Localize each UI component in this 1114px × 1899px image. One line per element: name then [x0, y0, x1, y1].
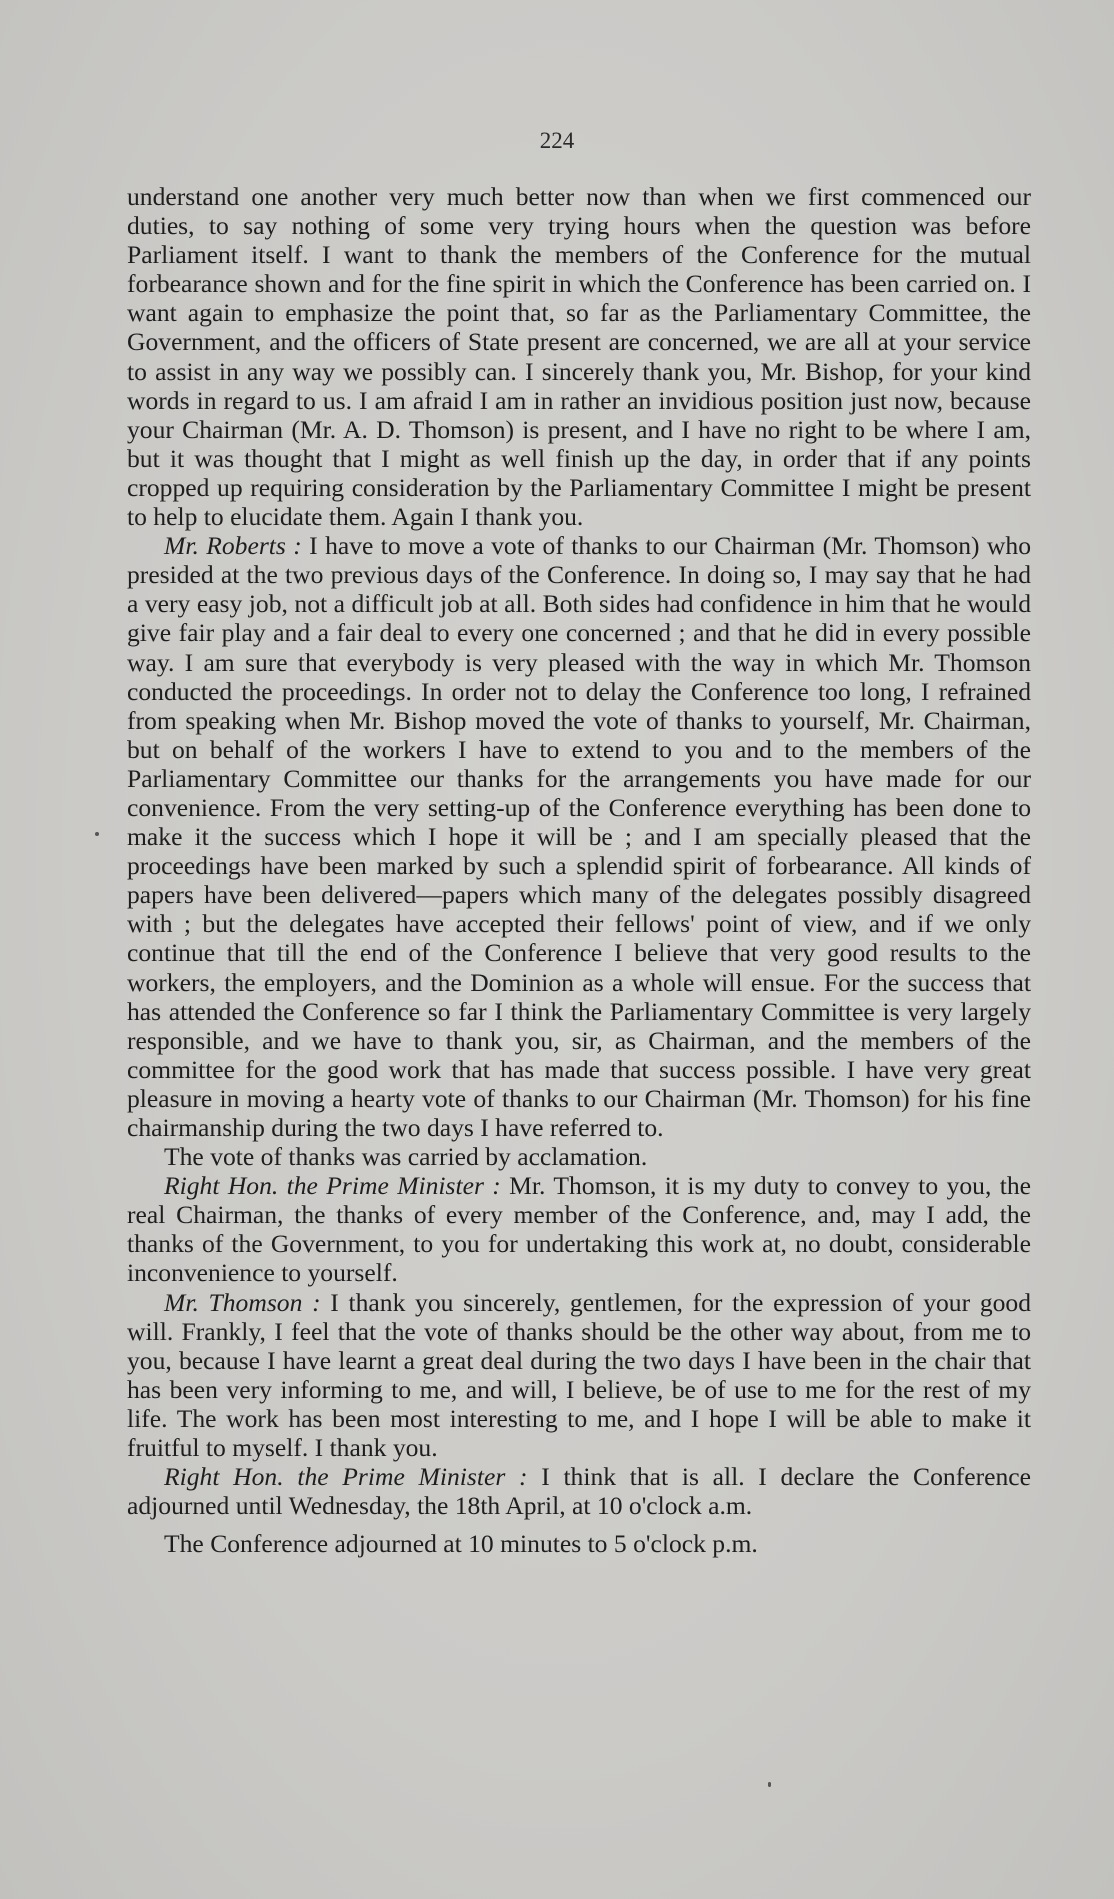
- speaker-name: Mr. Thomson :: [164, 1287, 321, 1317]
- paragraph-text: The vote of thanks was carried by acclamation.: [164, 1142, 648, 1172]
- speaker-name: Right Hon. the Prime Minister :: [164, 1462, 528, 1492]
- paragraph-text: Mr. Thomson, it is my duty to convey to you, the real Chairman, the thanks of every member of the Conference, and, may I add, the thanks of the Government, to you for undertaking this work at, no doubt, considerable inconvenience to yourself.: [127, 1171, 1031, 1288]
- paragraph-roberts: [127, 531, 1031, 1142]
- paper-speck: [95, 832, 99, 836]
- paragraph-prime-minister-closing: [127, 1462, 1031, 1520]
- paragraph-prime-minister: [127, 1171, 1031, 1287]
- paragraph-vote-carried: [127, 1142, 1031, 1171]
- speaker-name: Right Hon. the Prime Minister :: [164, 1171, 501, 1201]
- paragraph-text: understand one another very much better now than when we first commenced our duties, to say nothing of some very trying hours when the question was before Parliament itself. I want to thank the members of the Conference for the mutual forbearance shown and for the fine spirit in which the Conference has been carried on. I want again to emphasize the point that, so far as the Parliamentary Committee, the Government, and the officers of State present are concerned, we are all at your service to assist in any way we possibly can. I sincerely thank you, Mr. Bishop, for your kind words in regard to us. I am afraid I am in rather an invidious position just now, because your Chairman (Mr. A. D. Thomson) is present, and I have no right to be where I am, but it was thought that I might as well finish up the day, in order that if any points cropped up requiring consideration by the Parliamentary Committee I might be present to help to elucidate them. Again I thank you.: [127, 182, 1031, 532]
- paragraph-text: I have to move a vote of thanks to our Chairman (Mr. Thomson) who presided at the two previous days of the Conference. In doing so, I may say that he had a very easy job, not a difficult job at all. Both sides had confidence in him that he would give fair play and a fair deal to every one concerned ; and that he did in every possible way. I am sure that everybody is very pleased with the way in which Mr. Thomson conducted the proceedings. In order not to delay the Conference too long, I refrained from speaking when Mr. Bishop moved the vote of thanks to yourself, Mr. Chairman, but on behalf of the workers I have to extend to you and to the members of the Parliamentary Committee our thanks for the arrangements you have made for our convenience. From the very setting-up of the Conference everything has been done to make it the success which I hope it will be ; and I am specially pleased that the proceedings have been marked by such a splendid spirit of forbearance. All kinds of papers have been delivered—papers which many of the delegates possibly disagreed with ; but the delegates have accepted their fellows' point of view, and if we only continue that till the end of the Conference I believe that very good results to the workers, the employers, and the Dominion as a whole will ensue. For the success that has attended the Conference so far I think the Parliamentary Committee is very largely responsible, and we have to thank you, sir, as Chairman, and the members of the committee for the good work that has made that success possible. I have very great pleasure in moving a hearty vote of thanks to our Chairman (Mr. Thomson) for his fine chairmanship during the two days I have referred to.: [127, 531, 1032, 1142]
- body-text: [127, 182, 1031, 1558]
- paper-speck: [768, 1782, 771, 1787]
- paragraph-opening: [127, 182, 1031, 531]
- paragraph-thomson: [127, 1288, 1031, 1463]
- paragraph-text: I think that is all. I declare the Conference adjourned until Wednesday, the 18th April, at 10 o'clock a.m.: [127, 1462, 1032, 1521]
- paragraph-adjournment: [127, 1529, 1031, 1558]
- speaker-name: Mr. Roberts :: [164, 531, 302, 561]
- paragraph-text: The Conference adjourned at 10 minutes to 5 o'clock p.m.: [164, 1529, 758, 1559]
- page-number: 224: [539, 128, 575, 153]
- paragraph-text: I thank you sincerely, gentlemen, for the expression of your good will. Frankly, I feel that the vote of thanks should be the other way about, from me to you, because I have learnt a great deal during the two days I have been in the chair that has been very informing to me, and will, I believe, be of use to me for the rest of my life. The work has been most interesting to me, and I hope I will be able to make it fruitful to myself. I thank you.: [127, 1287, 1032, 1463]
